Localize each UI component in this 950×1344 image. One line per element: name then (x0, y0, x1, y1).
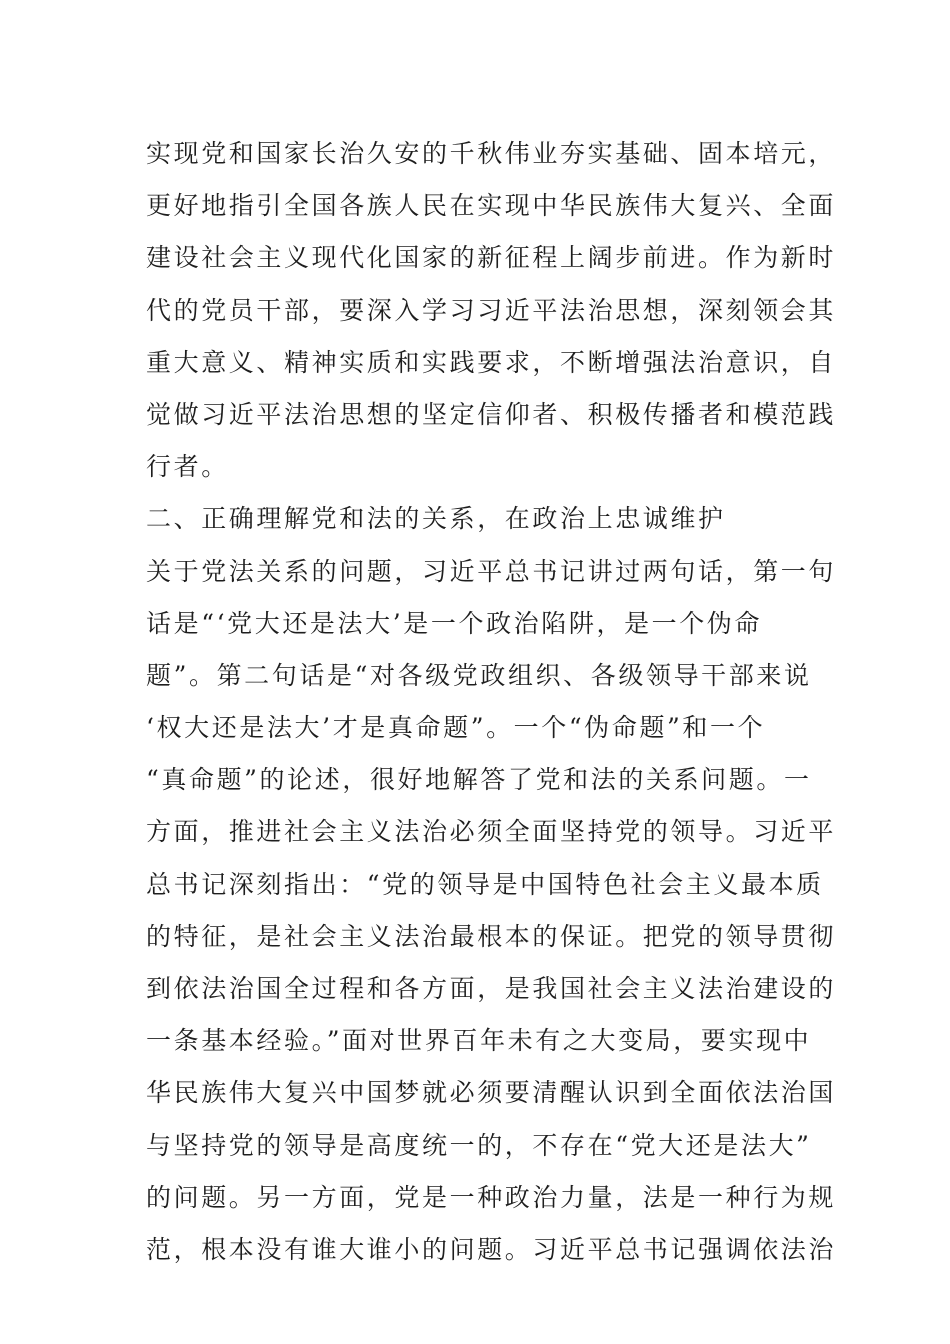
text-line: 建设社会主义现代化国家的新征程上阔步前进。作为新时 (146, 243, 837, 273)
text-line: 行者。 (146, 452, 229, 482)
text-line: 方面，推进社会主义法治必须全面坚持党的领导。习近平 (146, 817, 837, 847)
text-line: 代的党员干部，要深入学习习近平法治思想，深刻领会其 (146, 295, 837, 325)
text-line: 觉做习近平法治思想的坚定信仰者、积极传播者和模范践 (146, 399, 837, 429)
body-text (146, 128, 837, 1276)
text-line: 总书记深刻指出：“党的领导是中国特色社会主义最本质 (146, 869, 824, 899)
text-line: 与坚持党的领导是高度统一的，不存在“党大还是法大” (146, 1130, 812, 1160)
text-line: 实现党和国家长治久安的千秋伟业夯实基础、固本培元， (146, 139, 837, 168)
text-line: 关于党法关系的问题，习近平总书记讲过两句话，第一句 (146, 556, 837, 586)
text-line: 范，根本没有谁大谁小的问题。习近平总书记强调依法治 (146, 1234, 837, 1264)
text-line: 一条基本经验。”面对世界百年未有之大变局，要实现中 (146, 1026, 812, 1056)
text-line: 题”。第二句话是“对各级党政组织、各级领导干部来说 (146, 660, 812, 690)
text-line: ‘权大还是法大’才是真命题”。一个“伪命题”和一个 (146, 713, 766, 743)
text-line: “真命题”的论述，很好地解答了党和法的关系问题。一 (146, 765, 812, 795)
section-heading: 二、正确理解党和法的关系，在政治上忠诚维护 (146, 504, 726, 534)
text-line: 重大意义、精神实质和实践要求，不断增强法治意识，自 (146, 347, 837, 377)
text-line: 话是“‘党大还是法大’是一个政治陷阱，是一个伪命 (146, 608, 763, 638)
text-line: 到依法治国全过程和各方面，是我国社会主义法治建设的 (146, 974, 837, 1003)
text-line: 的特征，是社会主义法治最根本的保证。把党的领导贯彻 (146, 921, 837, 951)
text-line: 更好地指引全国各族人民在实现中华民族伟大复兴、全面 (146, 191, 837, 221)
text-line: 的问题。另一方面，党是一种政治力量，法是一种行为规 (146, 1182, 837, 1212)
text-line: 华民族伟大复兴中国梦就必须要清醒认识到全面依法治国 (146, 1078, 837, 1108)
